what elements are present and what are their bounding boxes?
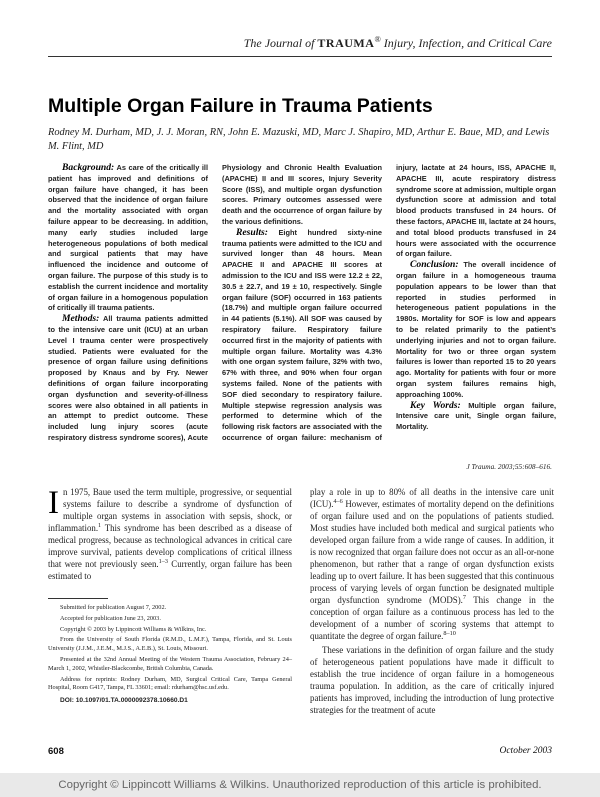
- page-number: 608: [48, 746, 64, 757]
- body-paragraph-2: These variations in the definition of organ failure and the study of heterogeneous patient populations have made it difficult to establish the true incidence of organ failure in a homogeneous trauma population. In addition, as the care of critically injured patients has improved, including the introduction of lung protective strategies for the treatment of acute: [310, 645, 554, 715]
- footnote-rule: [48, 598, 108, 599]
- body-column-left: In 1975, Baue used the term multiple, progressive, or sequential systems failure to describe a syndrome of dysfunction of multiple organ systems in association with sepsis, shock, or inflammation.$^1$ This syndrome has been described as a disease of medical progress, because as technological advances in critical care improve survival, patients develop complications of critical illness that were not previously seen.$^{1-3}$ Currently, organ failure has been estimated to: [48, 485, 292, 581]
- footnote-copyright: Copyright © 2003 by Lippincott Williams & Wilkins, Inc.: [60, 625, 207, 633]
- drop-cap: I: [48, 485, 59, 521]
- footnote-affiliation: From the University of South Florida (R.M.D., L.M.F.), Tampa, Florida, and St. Louis University (J.J.M., J.E.M., M.J.S., A.E.B.), St. Louis, Missouri.: [48, 636, 292, 653]
- article-title: Multiple Organ Failure in Trauma Patients: [48, 95, 433, 117]
- header-rule: [48, 56, 552, 57]
- copyright-notice: Copyright © Lippincott Williams & Wilkins. Unauthorized reproduction of this article is prohibited.: [0, 773, 600, 797]
- abstract-methods: Methods: All trauma patients admitted to the intensive care unit (ICU) at an urban Level I trauma center were prospectively studied. Patients were evaluated for the presence of organ failure using definitions proposed by Knaus and by Fry. Newer definitions of organ failure incorporating organ dysfunction and severity-of-illness scores were also obtained in all patients in an attempt to predict outcome. These included lung injury scores (acute respiratory distress syndrome scores), Acute Physiology and Chronic Health Evaluation (APACHE) II and III scores, Injury Severity Score (ISS), and multiple organ dysfunction scores. Primary outcomes assessed were death and the occurrence of organ failure by the various definitions.: [48, 163, 382, 442]
- footnotes: [48, 604, 292, 708]
- doi: DOI: 10.1097/01.TA.0000092378.10660.D1: [60, 697, 188, 705]
- footnote-reprints: Address for reprints: Rodney Durham, MD, Surgical Critical Care, Tampa General Hospital, Room G417, Tampa, FL 33601; email: rdurham@hsc.usf.edu.: [48, 675, 292, 692]
- abstract-results: Results: Eight hundred sixty-nine trauma patients were admitted to the ICU and survived longer than 48 hours. Mean APACHE II and APACHE III scores at admission to the ICU and ISS were 12.2 ± 22, 30.5 ± 22.7, and 19 ± 10, respectively. Single organ failure (SOF) occurred in 163 patients (18.7%) and multiple organ failure occurred in 44 patients (5.1%). All SOF was caused by respiratory failure. Respiratory failure occurred first in the majority of patients with multiple organ failure. Mortality was 4.3% with one organ system failure, 32% with two, 67% with three, and 90% when four organ systems failed. None of the patients with SOF died secondary to respiratory failure. Multiple stepwise regression analysis was performed to determine which of the following risk factors are associated with the occurrence of organ failure: mechanism of injury, lactate at 24 hours, ISS, APACHE II, APACHE III, acute respiratory distress syndrome score at admission, multiple organ dysfunction score at admission and total blood products transfused in 24 hours. Of these factors, APACHE III, lactate at 24 hours, and total blood products transfused in 24 hours were associated with the occurrence of organ failure.: [222, 163, 556, 442]
- footnote-presented: Presented at the 32nd Annual Meeting of the Western Trauma Association, February 24–March 1, 2002, Whistler-Blackcombe, British Columbia, Canada.: [48, 655, 292, 672]
- abstract-conclusion: Conclusion: The overall incidence of organ failure in a homogeneous trauma population appears to be lower than that reported in studies performed in heterogeneous patient populations in the 1980s. Mortality for SOF is low and appears to be related primarily to the patient’s underlying injuries and not to organ failure. Mortality for two or three organ system failures is lower than reported 15 to 20 years ago. Mortality for patients with four or more organ system failures remains high, approaching 100%.: [396, 259, 556, 399]
- journal-header: The Journal of TRAUMA® Injury, Infection, and Critical Care: [243, 35, 552, 50]
- abstract-background: Background: As care of the critically ill patient has improved and definitions of organ failure have changed, it has been observed that the incidence of organ failure and the mortality associated with organ failure appear to be decreasing. In addition, many early studies included large heterogeneous populations of both medical and surgical patients that may have influenced the incidence and outcome of organ failure. The purpose of this study is to establish the current incidence and mortality of organ failure in a homogenous population of critically ill trauma patients.: [48, 162, 209, 313]
- journal-brand: TRAUMA: [317, 36, 375, 50]
- journal-citation: J Trauma. 2003;55:608–616.: [466, 462, 552, 471]
- footnote-submitted: Submitted for publication August 7, 2002.: [60, 604, 167, 611]
- footnote-accepted: Accepted for publication June 23, 2003.: [60, 614, 161, 622]
- abstract: [48, 163, 556, 456]
- issue-date: October 2003: [499, 746, 552, 756]
- author-list: Rodney M. Durham, MD, J. J. Moran, RN, John E. Mazuski, MD, Marc J. Shapiro, MD, Arthur E. Baue, MD, and Lewis M. Flint, MD: [48, 127, 550, 152]
- body-column-right: play a role in up to 80% of all deaths in the intensive care unit (ICU).$^{4-6}$ However, estimates of mortality depend on the definitions of organ failure used and on the populations of patients studied. Most studies have included both medical and surgical patients who developed organ failure from a wide range of causes. In addition, it is now recognized that organ failure does not occur as an all-or-none phenomenon, but rather that a range of organ dysfunction exists leading up to overt failure. It has been suggested that this continuous process of varying levels of organ function be designated multiple organ dysfunction syndrome (MODS).$^7$ This change in the conception of organ failure as a continuous process has led to the development of a number of scoring systems that attempt to quantitate the degree of organ failure.$^{8-10}$ These variations in the definition of organ failure and the study of heterogeneous patient populations have made it difficult to establish the true incidence of organ failure in a homogeneous trauma population. In addition, as the care of critically injured patients has improved, including the introduction of lung protective strategies for the treatment of acute: [310, 487, 555, 715]
- abstract-keywords: Key Words: Multiple organ failure, Intensive care unit, Single organ failure, Mortality.: [396, 399, 556, 432]
